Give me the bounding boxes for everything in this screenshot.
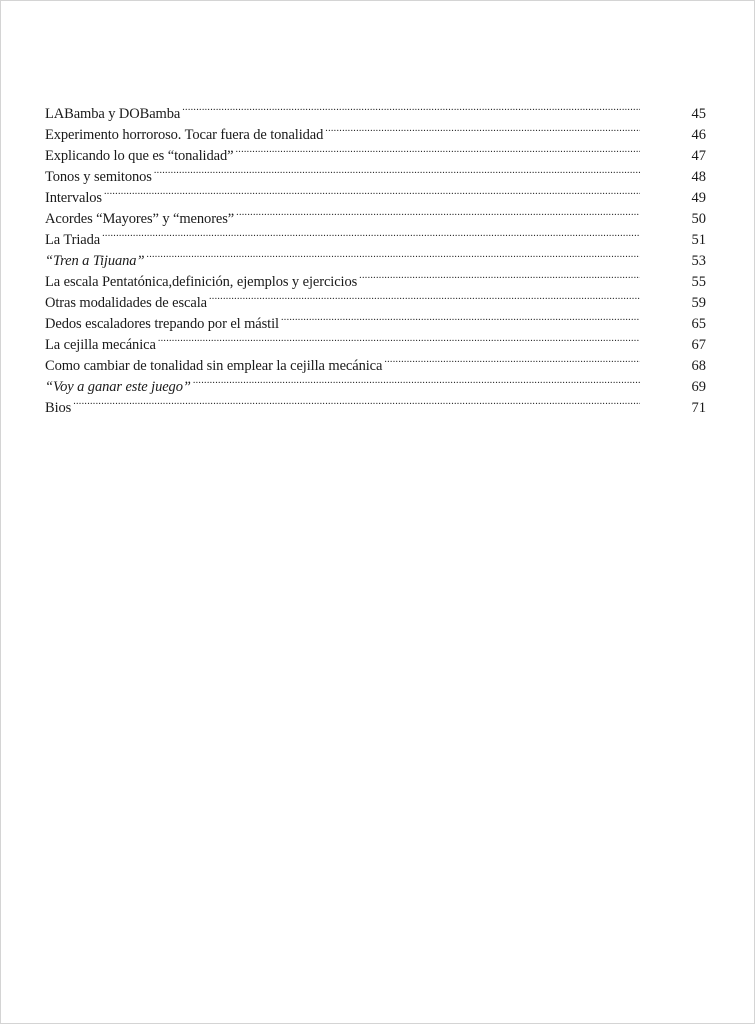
toc-dot-leader: [102, 223, 640, 244]
toc-entry-title: LABamba y DOBamba: [45, 106, 181, 122]
toc-entry-title: Bios: [45, 400, 72, 416]
toc-dot-leader: [209, 286, 640, 307]
toc-entry-title: Tonos y semitonos: [45, 169, 152, 185]
toc-entry-title: Como cambiar de tonalidad sin emplear la cejilla mecánica: [45, 358, 383, 374]
toc-entry: [45, 202, 706, 227]
toc-entry-page: 68: [691, 358, 706, 374]
toc-entry-title: Explicando lo que es “tonalidad”: [45, 148, 234, 164]
toc-entry-page: 67: [691, 337, 706, 353]
toc-dot-leader: [73, 391, 640, 412]
toc-entry: [45, 391, 706, 416]
toc-dot-leader: [384, 349, 640, 370]
toc-entry-page: 69: [691, 379, 706, 395]
toc-dot-leader: [182, 97, 640, 118]
toc-entry-title: Dedos escaladores trepando por el mástil: [45, 316, 279, 332]
toc-entry-page: 71: [691, 400, 706, 416]
toc-dot-leader: [193, 370, 640, 391]
toc-dot-leader: [281, 307, 640, 328]
toc-dot-leader: [158, 328, 640, 349]
toc-entry-title: Acordes “Mayores” y “menores”: [45, 211, 235, 227]
toc-entry: [45, 223, 706, 248]
toc-entry-page: 65: [691, 316, 706, 332]
toc-entry-page: 50: [691, 211, 706, 227]
toc-entry-page: 47: [691, 148, 706, 164]
toc-dot-leader: [146, 244, 640, 265]
toc-entry-page: 45: [691, 106, 706, 122]
toc-entry-title: La cejilla mecánica: [45, 337, 156, 353]
table-of-contents: [45, 97, 706, 416]
toc-entry-page: 51: [691, 232, 706, 248]
toc-entry-page: 48: [691, 169, 706, 185]
toc-dot-leader: [154, 160, 640, 181]
toc-dot-leader: [104, 181, 640, 202]
toc-entry-page: 46: [691, 127, 706, 143]
toc-entry-page: 53: [691, 253, 706, 269]
toc-entry-title: Experimento horroroso. Tocar fuera de tonalidad: [45, 127, 324, 143]
toc-entry: [45, 181, 706, 206]
toc-entry: [45, 97, 706, 122]
toc-entry-title: “Voy a ganar este juego”: [45, 379, 191, 395]
toc-entry-title: La Triada: [45, 232, 101, 248]
toc-entry-title: “Tren a Tijuana”: [45, 253, 145, 269]
toc-entry-title: Intervalos: [45, 190, 102, 206]
toc-entry-title: La escala Pentatónica,definición, ejemplos y ejercicios: [45, 274, 358, 290]
toc-entry-page: 59: [691, 295, 706, 311]
toc-entry-page: 49: [691, 190, 706, 206]
toc-dot-leader: [235, 139, 640, 160]
toc-dot-leader: [359, 265, 640, 286]
toc-entry-page: 55: [691, 274, 706, 290]
toc-entry: [45, 244, 706, 269]
toc-dot-leader: [236, 202, 640, 223]
toc-dot-leader: [325, 118, 640, 139]
toc-entry-title: Otras modalidades de escala: [45, 295, 207, 311]
